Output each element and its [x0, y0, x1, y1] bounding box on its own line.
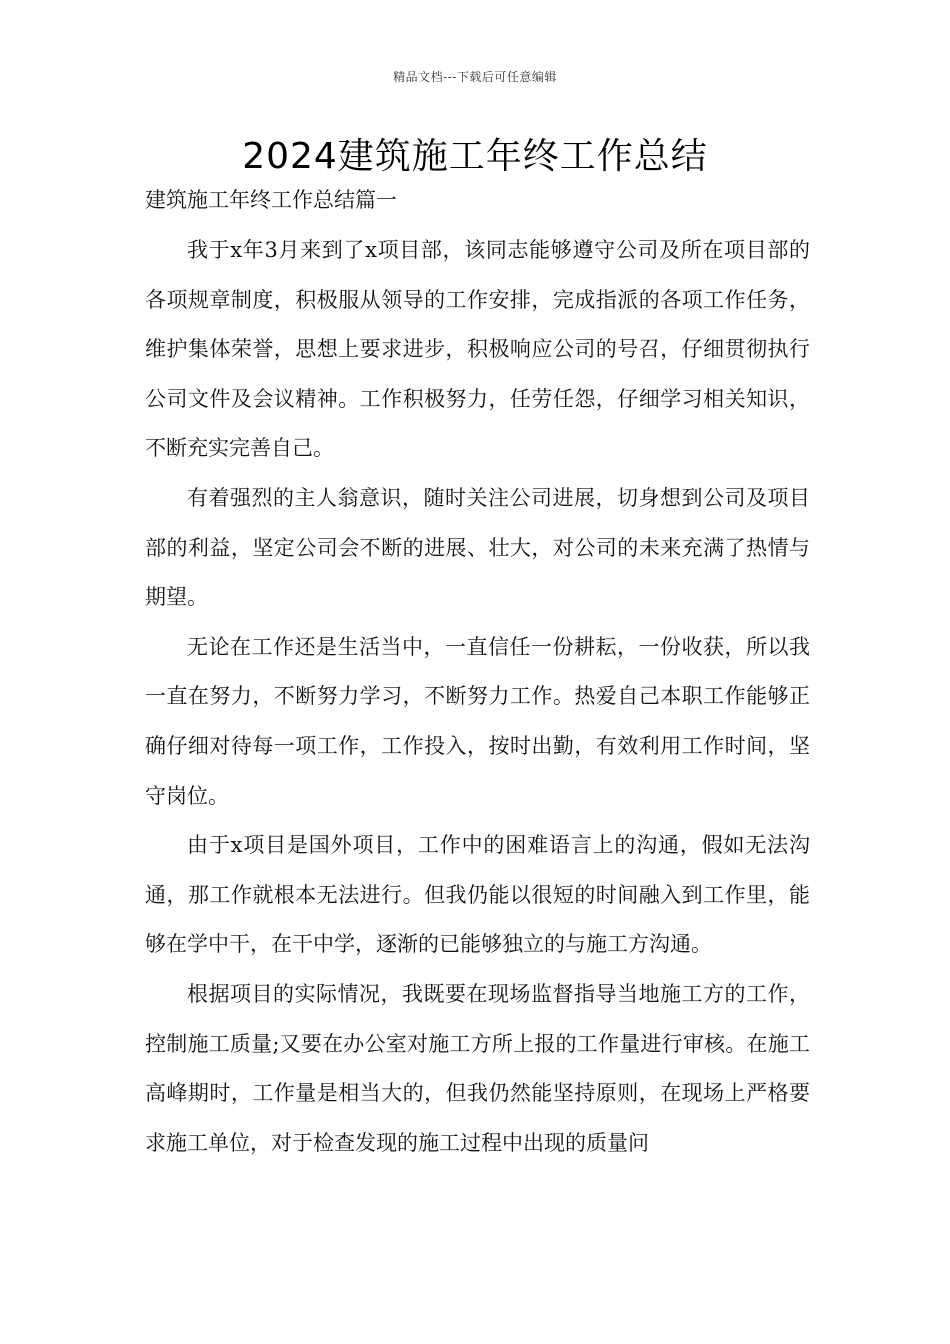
paragraph-3: 无论在工作还是生活当中，一直信任一份耕耘，一份收获，所以我一直在努力，不断努力学习，不断努力工作。热爱自己本职工作能够正确仔细对待每一项工作，工作投入，按时出勤，有效利用工作时间，坚守岗位。	[145, 634, 810, 808]
section-heading: 建筑施工年终工作总结篇一	[145, 188, 397, 212]
header-note: 精品文档---下载后可任意编辑	[393, 70, 557, 84]
document-title: 2024建筑施工年终工作总结	[242, 136, 708, 177]
paragraph-4: 由于x项目是国外项目，工作中的困难语言上的沟通，假如无法沟通，那工作就根本无法进行。但我仍能以很短的时间融入到工作里，能够在学中干，在干中学，逐渐的已能够独立的与施工方沟通。	[145, 833, 810, 957]
paragraph-2: 有着强烈的主人翁意识，随时关注公司进展，切身想到公司及项目部的利益，坚定公司会不断的进展、壮大，对公司的未来充满了热情与期望。	[145, 485, 810, 610]
document-body	[145, 226, 810, 1168]
paragraph-1: 我于x年3月来到了x项目部，该同志能够遵守公司及所在项目部的各项规章制度，积极服从领导的工作安排，完成指派的各项工作任务，维护集体荣誉，思想上要求进步，积极响应公司的号召，仔细贯彻执行公司文件及会议精神。工作积极努力，任劳任怨，仔细学习相关知识，不断充实完善自己。	[145, 238, 810, 461]
paragraph-5: 根据项目的实际情况，我既要在现场监督指导当地施工方的工作，控制施工质量;又要在办公室对施工方所上报的工作量进行审核。在施工高峰期时，工作量是相当大的，但我仍然能坚持原则，在现场上严格要求施工单位，对于检查发现的施工过程中出现的质量问	[145, 981, 810, 1155]
